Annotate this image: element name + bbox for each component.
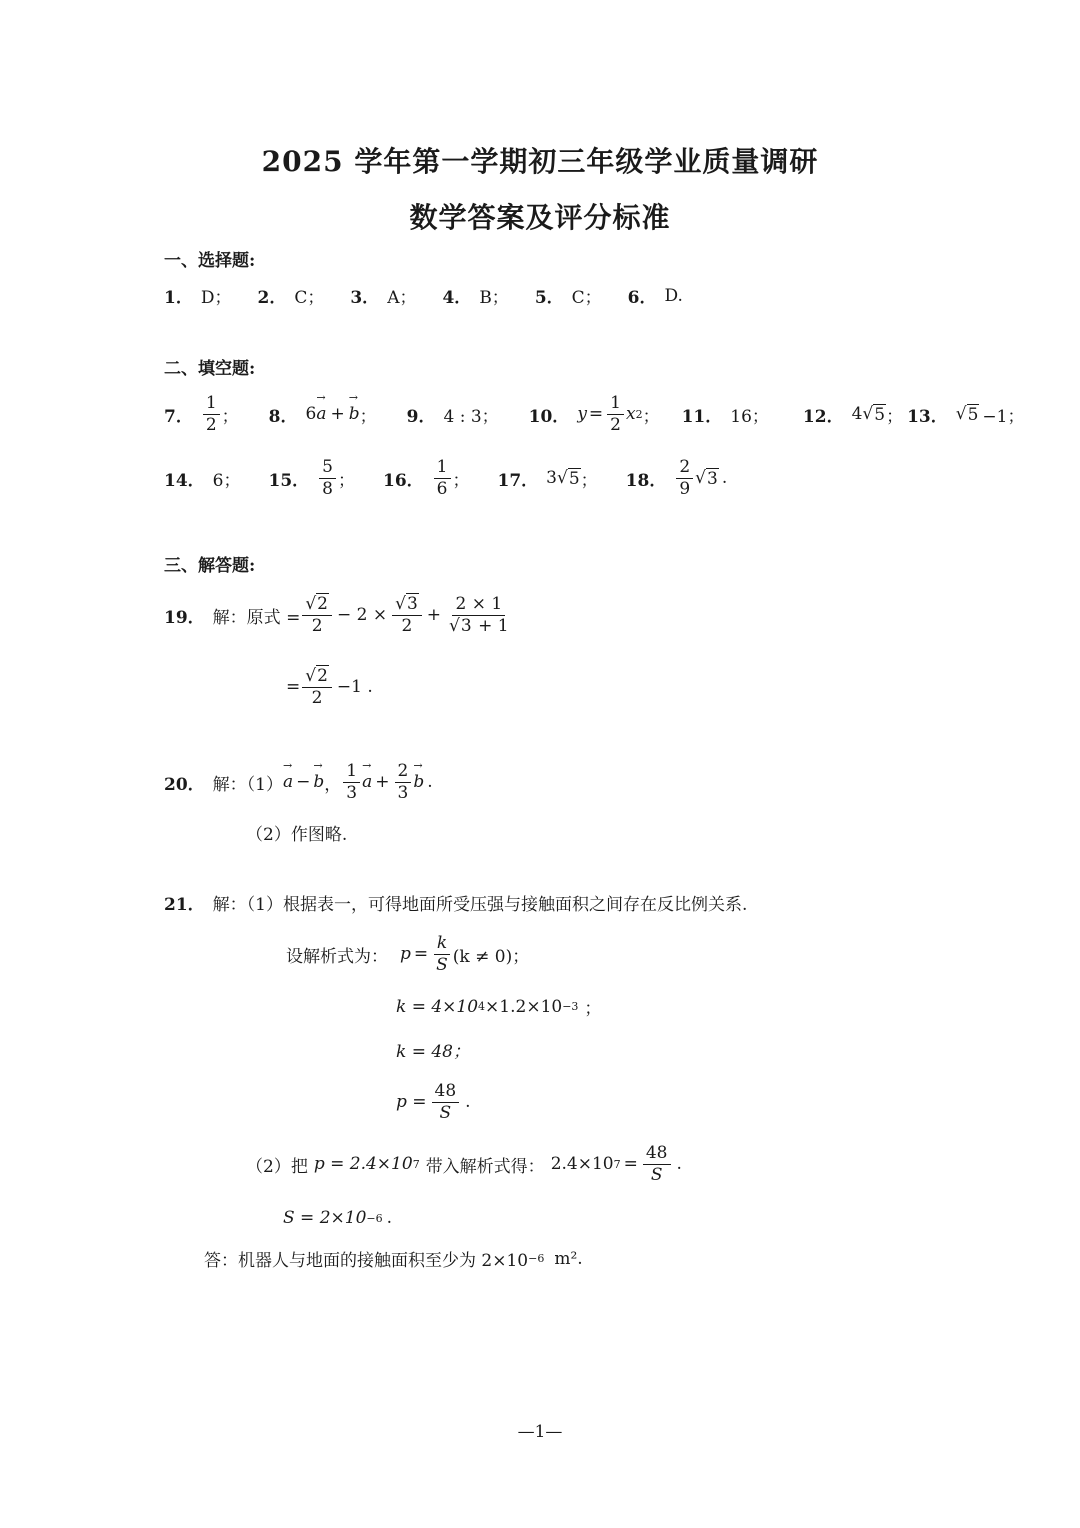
q14-item: 14． 6； — [164, 466, 241, 491]
section-heading-solve: 三、解答题: — [164, 556, 256, 576]
q2-number: 2． — [257, 288, 287, 308]
q12-item: 12． 4 √ 5 ； — [803, 402, 903, 427]
q21-line-5: p = $\frac{48}{S}$ . — [396, 1081, 471, 1123]
q20-frac-2: $\frac{2}{3}$ — [395, 761, 412, 803]
q15-item: 15． $\frac{5}{8}$ ； — [268, 457, 355, 499]
q11-item: 11． 16； — [682, 402, 769, 427]
q6-answer: D. — [664, 285, 683, 306]
q19-frac-3: $\frac{2 \times 1}{√3 + 1}$ — [449, 594, 509, 636]
fill-answers-row-1 — [164, 392, 1024, 436]
q21-line-4: k = 48； — [396, 1042, 470, 1062]
q17-item: 17． 3 √ 5 ； — [498, 466, 598, 491]
q19-line-1: 19． 解：原式 = $\frac{√2}{2}$ − 2 × $\frac{√3}{2}$ + $\frac{2 \times 1}{√3 + 1}$ — [164, 590, 514, 640]
q20-line-2: （2）作图略. — [246, 825, 348, 845]
q21-line-2: 设解析式为： p = $\frac{k}{S}$ (k ≠ 0)； — [286, 933, 530, 975]
q19-number: 19． — [164, 607, 205, 628]
choice-answers-row — [164, 283, 683, 308]
q15-number: 15． — [268, 470, 310, 491]
fill-answers-row-2 — [164, 456, 727, 500]
q21-line-3: k = 4×10 4 ×1.2×10 −3 ； — [396, 996, 602, 1019]
q11-number: 11． — [681, 406, 723, 427]
q21-frac-k-s: $\frac{k}{S}$ — [433, 933, 451, 975]
q9-item: 9． 4 : 3； — [407, 402, 499, 427]
q21-line-6: （2）把 p = 2.4×10 7 带入解析式得： 2.4×10 7 = $\frac{48}{S}$ . — [246, 1143, 682, 1185]
q14-number: 14． — [164, 470, 205, 491]
q17-number: 17． — [497, 470, 539, 491]
q10-item: 10． y = $\frac{1}{2}$ x 2 ； — [528, 393, 660, 435]
q16-number: 16． — [383, 470, 424, 491]
q19-line-2: = $\frac{√2}{2}$ −1 . — [286, 666, 373, 708]
q5-number: 5． — [534, 288, 564, 308]
q8-number: 8． — [268, 406, 298, 427]
q16-fraction: $\frac{1}{6}$ — [434, 457, 451, 499]
q21-line-1: 21． 解：（1）根据表一，可得地面所受压强与接触面积之间存在反比例关系. — [164, 890, 747, 915]
q19-frac-4: $\frac{√2}{2}$ — [302, 666, 332, 708]
q20-line-1: 20． 解：（1） → a − → b ， $\frac{1}{3}$ → a + $\frac{2}{3}$ → b . — [164, 758, 433, 806]
q1-answer: D； — [200, 288, 232, 308]
q5-answer: C； — [571, 288, 602, 308]
q19-frac-2: $\frac{√3}{2}$ — [392, 594, 422, 636]
q13-number: 13． — [907, 406, 948, 427]
q4-answer: B； — [479, 288, 509, 308]
q20-frac-1: $\frac{1}{3}$ — [343, 761, 360, 803]
q1-number: 1． — [164, 288, 193, 308]
q2-answer: C； — [294, 288, 325, 308]
q13-item: 13． √ 5 −1； — [907, 402, 1024, 427]
q8-item: 8． 6 → a + → b ； — [269, 402, 377, 427]
q9-number: 9． — [406, 406, 436, 427]
q7-fraction: $\frac{1}{2}$ — [203, 393, 220, 435]
q21-line-7: S = 2×10 −6 . — [283, 1208, 393, 1228]
q21-answer-line: 答：机器人与地面的接触面积至少为 2×10 −6 m². — [204, 1248, 583, 1271]
vector-a: → a — [283, 772, 293, 792]
section-heading-choice: 一、选择题: — [164, 251, 256, 271]
q10-fraction: $\frac{1}{2}$ — [607, 393, 624, 435]
section-heading-fill: 二、填空题: — [164, 359, 256, 379]
vector-a: → a — [316, 404, 326, 424]
q21-number: 21． — [164, 895, 205, 915]
q4-number: 4． — [442, 288, 472, 308]
q18-fraction: $\frac{2}{9}$ — [676, 457, 693, 499]
q18-number: 18． — [625, 470, 667, 491]
q15-fraction: $\frac{5}{8}$ — [319, 457, 336, 499]
q7-item: 7． $\frac{1}{2}$ ； — [164, 393, 239, 435]
vector-b: → b — [349, 404, 360, 424]
page-subtitle: 数学答案及评分标准 — [409, 201, 671, 234]
page-number: —1— — [517, 1422, 563, 1442]
q3-answer: A； — [387, 288, 417, 308]
q19-frac-1: $\frac{√2}{2}$ — [302, 594, 332, 636]
page-title: 2025 学年第一学期初三年级学业质量调研 — [261, 145, 819, 178]
q12-number: 12． — [802, 406, 844, 427]
q21-frac-48-s: $\frac{48}{S}$ — [432, 1081, 460, 1123]
q7-number: 7． — [164, 406, 193, 427]
q6-number: 6． — [627, 288, 657, 308]
q20-number: 20． — [164, 774, 205, 795]
q10-number: 10． — [528, 406, 570, 427]
q16-item: 16． $\frac{1}{6}$ ； — [383, 457, 470, 499]
vector-b: → b — [313, 772, 324, 792]
q21-frac-48-s-2: $\frac{48}{S}$ — [643, 1143, 671, 1185]
q3-number: 3． — [350, 288, 380, 308]
q18-item: 18． $\frac{2}{9}$ √ 3 . — [625, 457, 728, 499]
